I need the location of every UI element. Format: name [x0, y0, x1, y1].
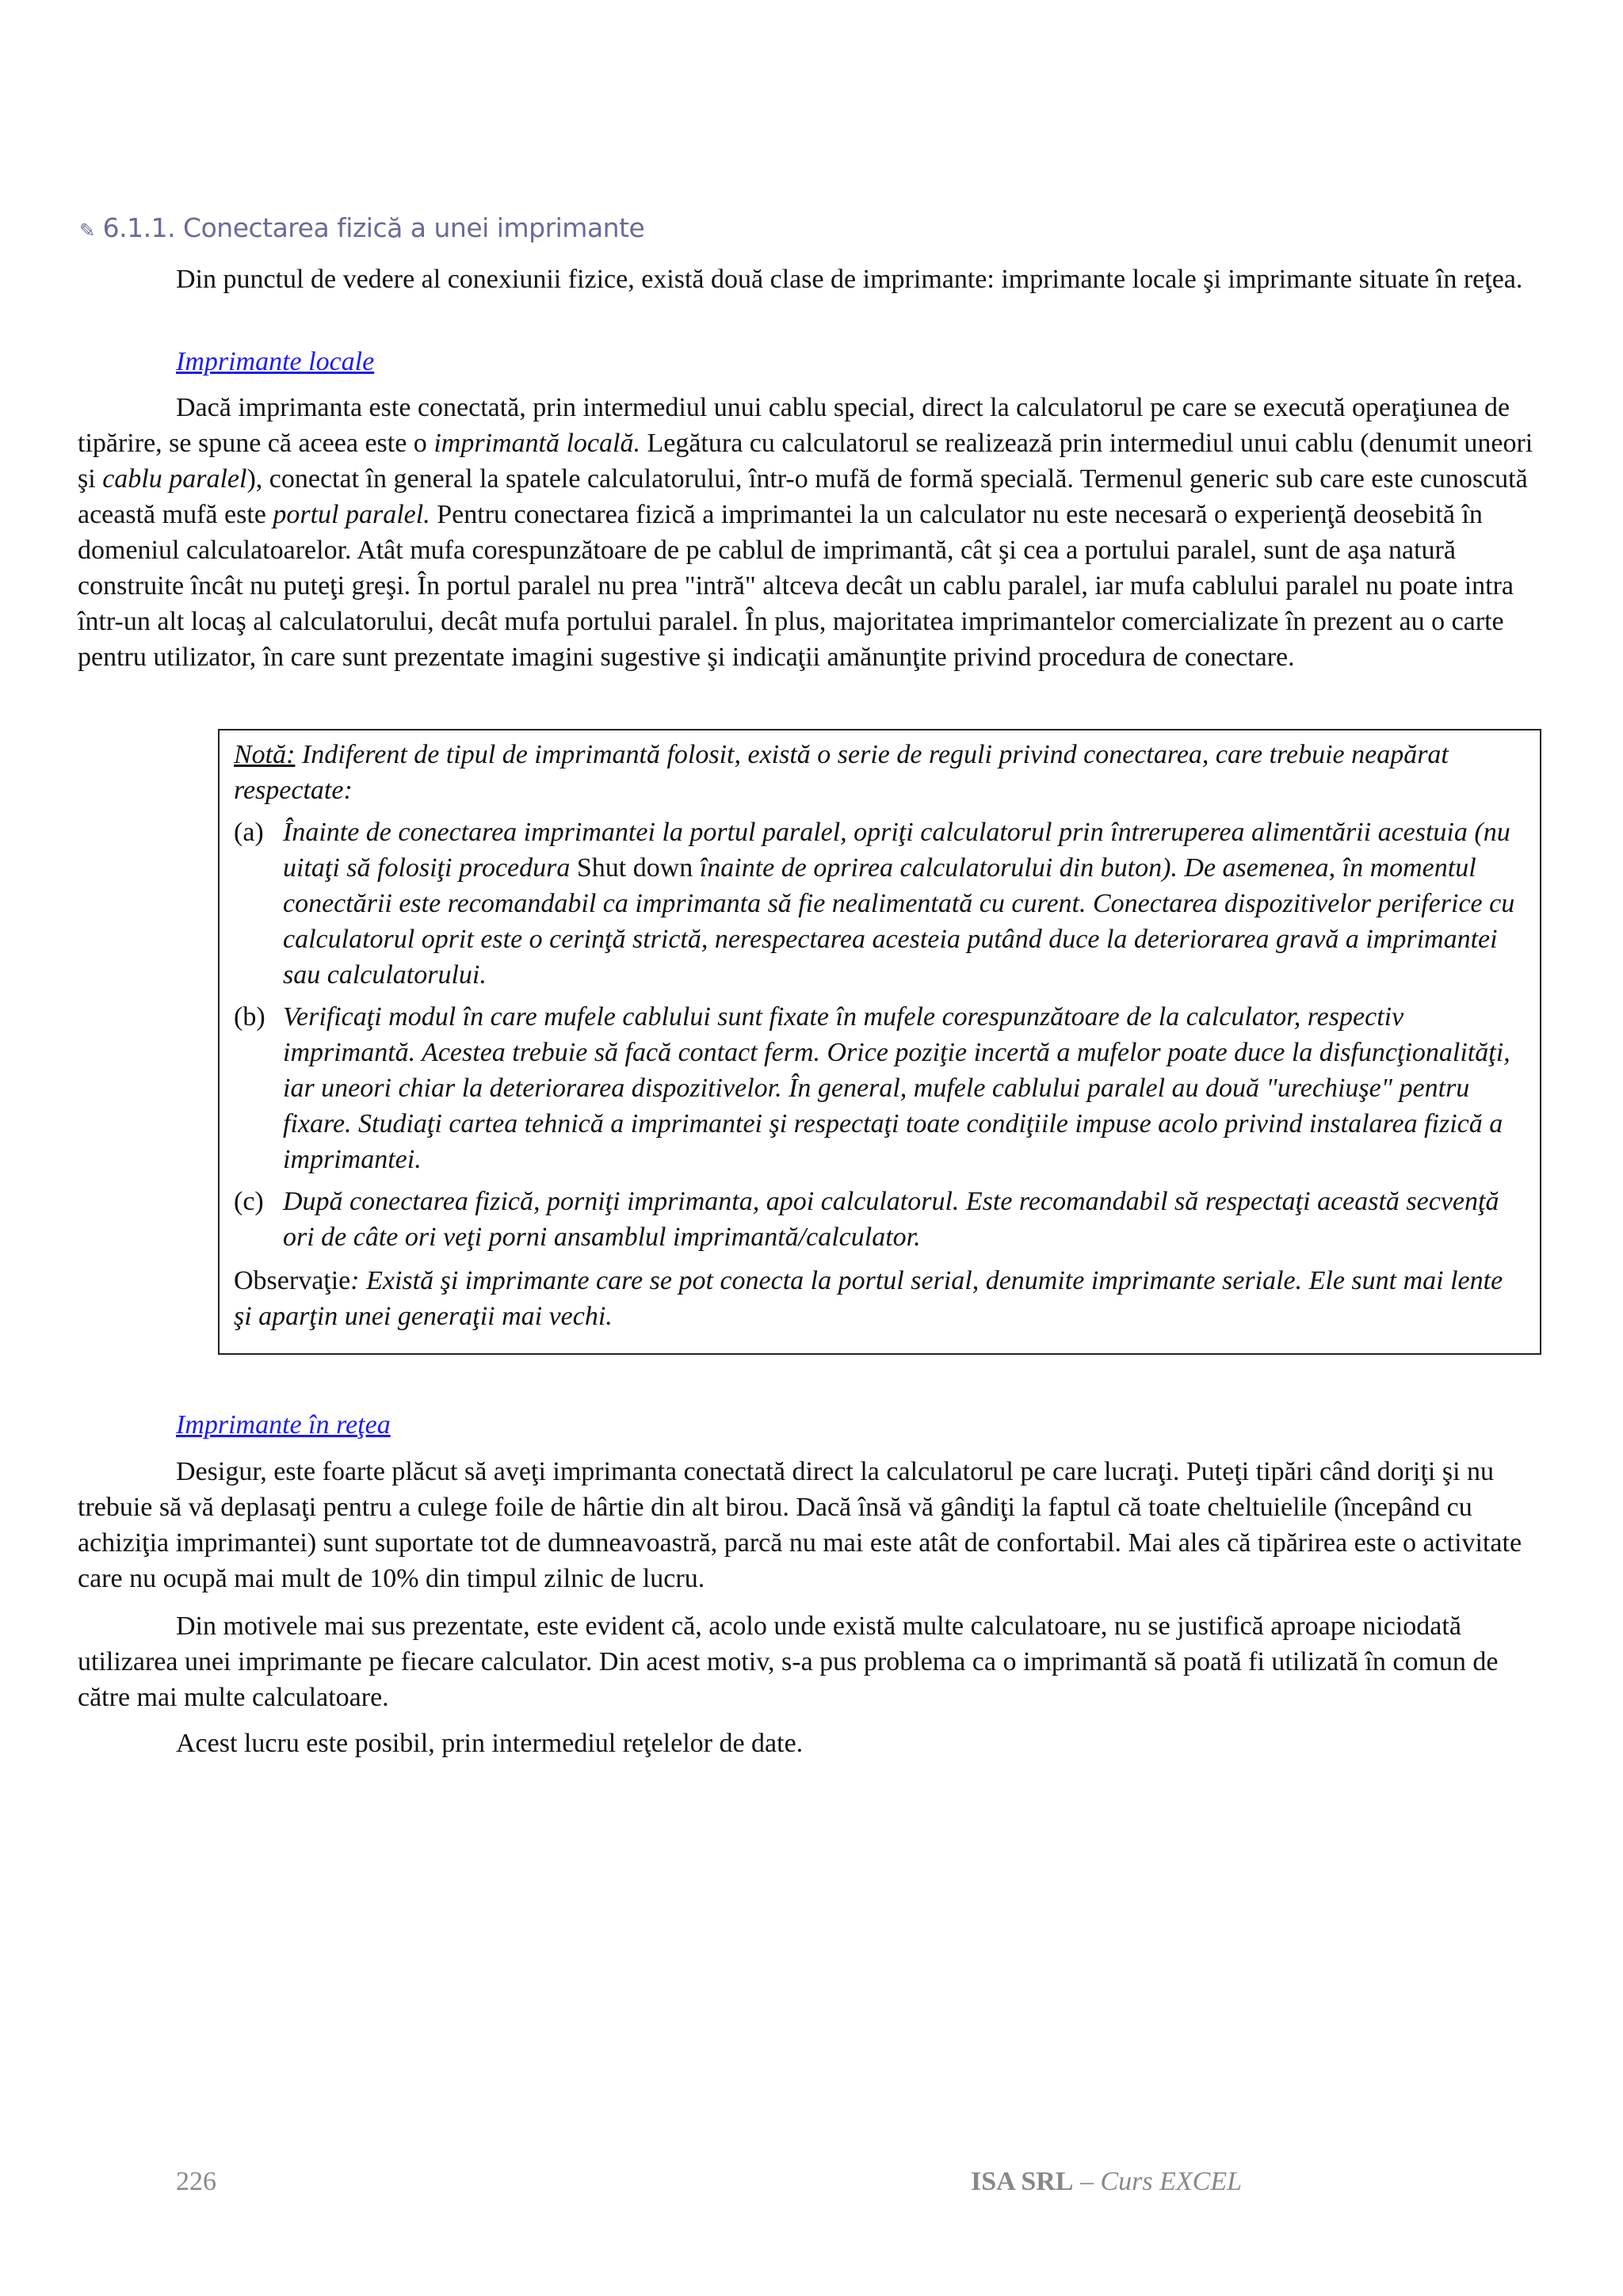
- note-observation: Observaţie: Există şi imprimante care se pot conecta la portul serial, denumite imprimante seriale. Ele sunt mai lente şi aparţin unei generaţii mai vechi.: [234, 1266, 1503, 1331]
- intro-paragraph: Din punctul de vedere al conexiunii fizice, există două clase de imprimante: imprimante locale şi imprimante situate în reţea.: [176, 265, 1523, 294]
- note-item-c: (c) După conectarea fizică, porniţi imprimanta, apoi calculatorul. Este recomandabil să respectaţi această secvenţă ori de câte ori veţi porni ansamblul imprimantă/calculator.: [234, 1187, 1499, 1252]
- page-number: 226: [176, 2167, 216, 2196]
- network-printers-heading[interactable]: Imprimante în reţea: [176, 1410, 391, 1440]
- section-heading: [79, 212, 644, 243]
- note-item-b: (b) Verificaţi modul în care mufele cablului sunt fixate în mufele corespunzătoare de la calculator, respectiv imprimantă. Acestea trebuie să facă contact ferm. Orice poziţie incertă a mufelor poate duce la disfuncţionalităţi, iar uneori chiar la deteriorarea dispozitivelor. În general, mufele cablului paralel au două "urechiuşe" pentru fixare. Studiaţi cartea tehnică a imprimantei şi respectaţi toate condiţiile impuse acolo privind instalarea fizică a imprimantei.: [234, 1002, 1510, 1174]
- footer-course: ISA SRL – Curs EXCEL: [971, 2167, 1243, 2196]
- network-paragraph-1: Desigur, este foarte plăcut să aveţi imprimanta conectată direct la calculatorul pe care lucraţi. Puteţi tipări când doriţi şi nu trebuie să vă deplasaţi pentru a culege foile de hârtie din alt birou. Dacă însă vă gândiţi la faptul că toate cheltuielile (începând cu achiziţia imprimantei) sunt suportate tot de dumneavoastră, parcă nu mai este atât de confortabil. Mai ales că tipărirea este o activitate care nu ocupă mai mult de 10% din timpul zilnic de lucru.: [78, 1457, 1522, 1593]
- note-intro: Notă: Indiferent de tipul de imprimantă folosit, există o serie de reguli privind conectarea, care trebuie neapărat respectate:: [234, 740, 1449, 805]
- network-paragraph-3: Acest lucru este posibil, prin intermediul reţelelor de date.: [176, 1729, 804, 1758]
- network-paragraph-2: Din motivele mai sus prezentate, este evident că, acolo unde există multe calculatoare, nu se justifică aproape niciodată utilizarea unei imprimante pe fiecare calculator. Din acest motiv, s-a pus problema ca o imprimantă să poată fi utilizată în comun de către mai multe calculatoare.: [78, 1611, 1499, 1712]
- local-printers-paragraph: Dacă imprimanta este conectată, prin intermediul unui cablu special, direct la calculatorul pe care se execută operaţiunea de tipărire, se spune că aceea este o imprimantă locală. Legătura cu calculatorul se realizează prin intermediul unui cablu (denumit uneori şi cablu paralel), conectat în general la spatele calculatorului, într-o mufă de formă specială. Termenul generic sub care este cunoscută această mufă este portul paralel. Pentru conectarea fizică a imprimantei la un calculator nu este necesară o experienţă deosebită în domeniul calculatoarelor. Atât mufa corespunzătoare de pe cablul de imprimantă, cât şi cea a portului paralel, sunt de aşa natură construite încât nu puteţi greşi. În portul paralel nu prea "intră" altceva decât un cablu paralel, iar mufa cablului paralel nu poate intra într-un alt locaş al calculatorului, decât mufa portului paralel. În plus, majoritatea imprimantelor comercializate în prezent au o carte pentru utilizator, în care sunt prezentate imagini sugestive şi indicaţii amănunţite privind procedura de conectare.: [78, 393, 1533, 672]
- section-title-text: 6.1.1. Conectarea fizică a unei imprimante: [102, 212, 645, 243]
- pen-icon: ✎: [79, 219, 95, 242]
- note-item-a: (a) Înainte de conectarea imprimantei la portul paralel, opriţi calculatorul prin întreruperea alimentării acestuia (nu uitaţi să folosiţi procedura Shut down înainte de oprirea calculatorului din buton). De asemenea, în momentul conectării este recomandabil ca imprimanta să fie nealimentată cu curent. Conectarea dispozitivelor periferice cu calculatorul oprit este o cerinţă strictă, nerespectarea acesteia putând duce la deteriorarea gravă a imprimantei sau calculatorului.: [234, 818, 1515, 990]
- local-printers-heading[interactable]: Imprimante locale: [176, 347, 375, 376]
- note-box: [218, 729, 1541, 1355]
